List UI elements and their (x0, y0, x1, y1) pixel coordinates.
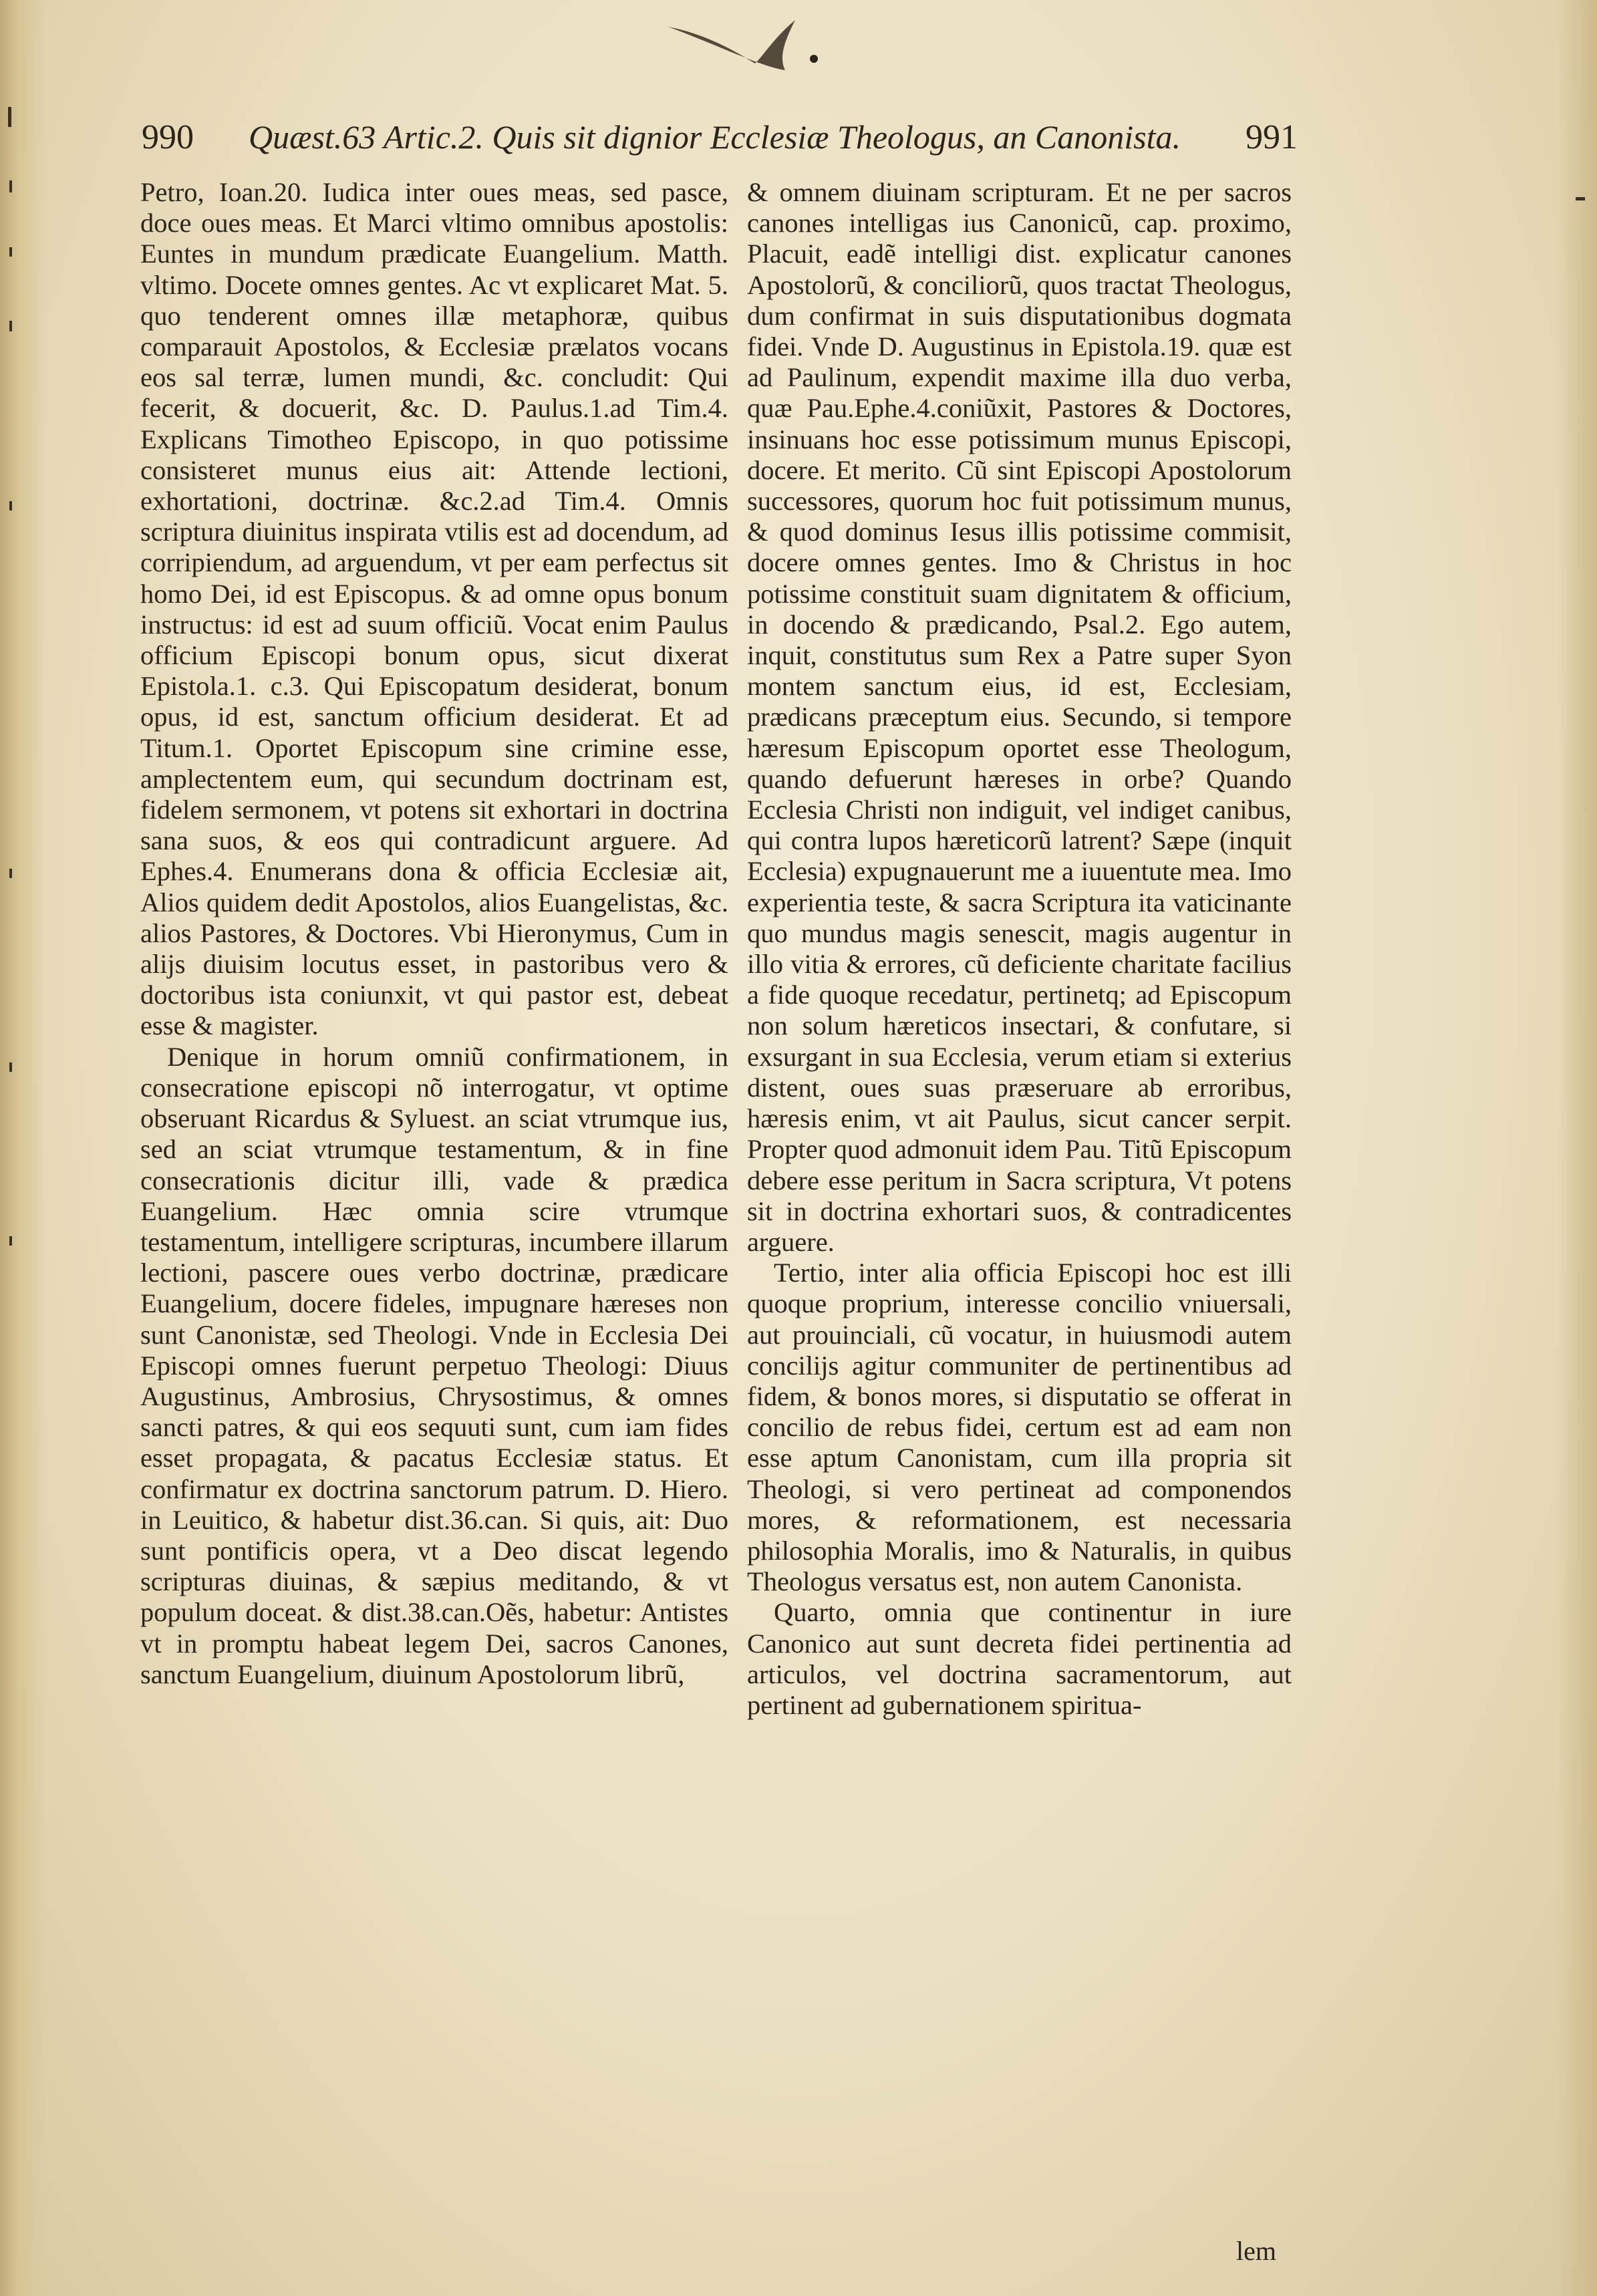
page-edge-shadow (1557, 0, 1597, 2296)
catchword: lem (1236, 2236, 1276, 2266)
left-paragraph-2: Denique in horum omniũ confirmationem, in consecratione episcopi nõ interrogatur, vt optime obseruant Ricardus & Syluest. an sciat vtrumque ius, sed an sciat vtrumque testamentum, & in fine consecrationis dicitur illi, vade & prædica Euangelium. Hæc omnia scire vtrumque testamentum, intelligere scripturas, incumbere illarum lectioni, pascere oues verbo doctrinæ, prædicare Euangelium, docere fideles, impugnare hæreses non sunt Canonistæ, sed Theologi. Vnde in Ecclesia Dei Episcopi omnes fuerunt perpetuo Theologi: Diuus Augustinus, Ambrosius, Chrysostimus, & omnes sancti patres, & qui eos sequuti sunt, cum iam fides esset propagata, & pacatus Ecclesiæ status. Et confirmatur ex doctrina sanctorum patrum. D. Hiero. in Leuitico, & habetur dist.36.can. Si quis, ait: Duo sunt pontificis opera, vt a Deo discat legendo scripturas diuinas, & sæpius meditando, & vt populum doceat. & dist.38.can.Oẽs, habetur: Antistes vt in promptu habeat legem Dei, sacros Canones, sanctum Euangelium, diuinum Apostolorum librũ, (140, 1041, 728, 1689)
right-text-column (747, 177, 1292, 1721)
left-paragraph-1: Petro, Ioan.20. Iudica inter oues meas, sed pasce, doce oues meas. Et Marci vltimo omnibus apostolis: Euntes in mundum prædicate Euangelium. Matth. vltimo. Docete omnes gentes. Ac vt explicaret Mat. 5. quo tenderent omnes illæ metaphoræ, quibus comparauit Apostolos, & Ecclesiæ prælatos vocans eos sal terræ, lumen mundi, &c. concludit: Qui fecerit, & docuerit, &c. D. Paulus.1.ad Tim.4. Explicans Timotheo Episcopo, in quo potissime consisteret munus eius ait: Attende lectioni, exhortationi, doctrinæ. &c.2.ad Tim.4. Omnis scriptura diuinitus inspirata vtilis est ad docendum, ad corripiendum, ad arguendum, vt per eam perfectus sit homo Dei, id est Episcopus. & ad omne opus bonum instructus: id est ad suum officiũ. Vocat enim Paulus officium Episcopi bonum opus, sicut dixerat Epistola.1. c.3. Qui Episcopatum desiderat, bonum opus, id est, sanctum officium desiderat. Et ad Titum.1. Oportet Episcopum sine crimine esse, amplectentem eum, qui secundum doctrinam est, fidelem sermonem, vt potens sit exhortari in doctrina sana suos, & eos qui contradicunt arguere. Ad Ephes.4. Enumerans dona & officia Ecclesiæ ait, Alios quidem dedit Apostolos, alios Euangelistas, &c. alios Pastores, & Doctores. Vbi Hieronymus, Cum in alijs diuisim locutus esset, in pastoribus vero & doctoribus ista coniunxit, vt qui pastor est, debeat esse & magister. (140, 177, 728, 1041)
top-stain-ornament (641, 0, 842, 80)
page-number-right: 991 (1246, 118, 1298, 156)
right-paragraph-2: Tertio, inter alia officia Episcopi hoc est illi quoque proprium, interesse concilio vniuersali, aut prouinciali, cũ vocatur, in huiusmodi autem concilijs agitur communiter de pertinentibus ad fidem, & bonos mores, si disputatio se offerat in concilio de rebus fidei, certum est ad eam non esse aptum Canonistam, cum illa propria sit Theologi, si vero pertineat ad componendos mores, & reformationem, est necessaria philosophia Moralis, imo & Naturalis, in quibus Theologus versatus est, non autem Canonista. (747, 1258, 1292, 1597)
right-paragraph-1: & omnem diuinam scripturam. Et ne per sacros canones intelligas ius Canonicũ, cap. proximo, Placuit, eadẽ intelligi dist. explicatur canones Apostolorũ, & conciliorũ, quos tractat Theologus, dum confirmat in suis disputationibus dogmata fidei. Vnde D. Augustinus in Epistola.19. quæ est ad Paulinum, expendit maxime illa duo verba, quæ Pau.Ephe.4.coniũxit, Pastores & Doctores, insinuans hoc esse potissimum munus Episcopi, docere. Et merito. Cũ sint Episcopi Apostolorum successores, quorum hoc fuit potissimum munus, & quod dominus Iesus illis potissime commisit, docere omnes gentes. Imo & Christus in hoc potissime constituit suam dignitatem & officium, in docendo & prædicando, Psal.2. Ego autem, inquit, constitutus sum Rex a Patre super Syon montem sanctum eius, id est, Ecclesiam, prædicans præceptum eius. Secundo, si tempore hæresum Episcopum oportet esse Theologum, quando defuerunt hæreses in orbe? Quando Ecclesia Christi non indiguit, vel indiget canibus, qui contra lupos hæreticorũ latrent? Sæpe (inquit Ecclesia) expugnauerunt me a iuuentute mea. Imo experientia teste, & sacra Scriptura ita vaticinante quo mundus magis senescit, magis augentur in illo vitia & errores, cũ deficiente charitate facilius a fide quoque recedatur, pertinetq; ad Episcopum non solum hæreticos insectari, & confutare, si exsurgant in sua Ecclesia, verum etiam si exterius distent, oues suas præseruare ab erroribus, hæresis enim, vt ait Paulus, sicut cancer serpit. Propter quod admonuit idem Pau. Titũ Episcopum debere esse peritum in Sacra scriptura, Vt potens sit in doctrina exhortari suos, & contradicentes arguere. (747, 177, 1292, 1257)
left-text-column (140, 177, 728, 1690)
page-number-left: 990 (142, 118, 194, 156)
right-margin-mark (1570, 190, 1590, 210)
running-header (142, 118, 1298, 171)
running-title: Quæst.63 Artic.2. Quis sit dignior Ecclesiæ Theologus, an Canonista. (249, 118, 1181, 156)
left-margin-marks (0, 100, 27, 1437)
right-paragraph-3: Quarto, omnia que continentur in iure Canonico aut sunt decreta fidei pertinentia ad articulos, vel doctrina sacramentorum, aut pertinent ad gubernationem spiritua- (747, 1597, 1292, 1720)
